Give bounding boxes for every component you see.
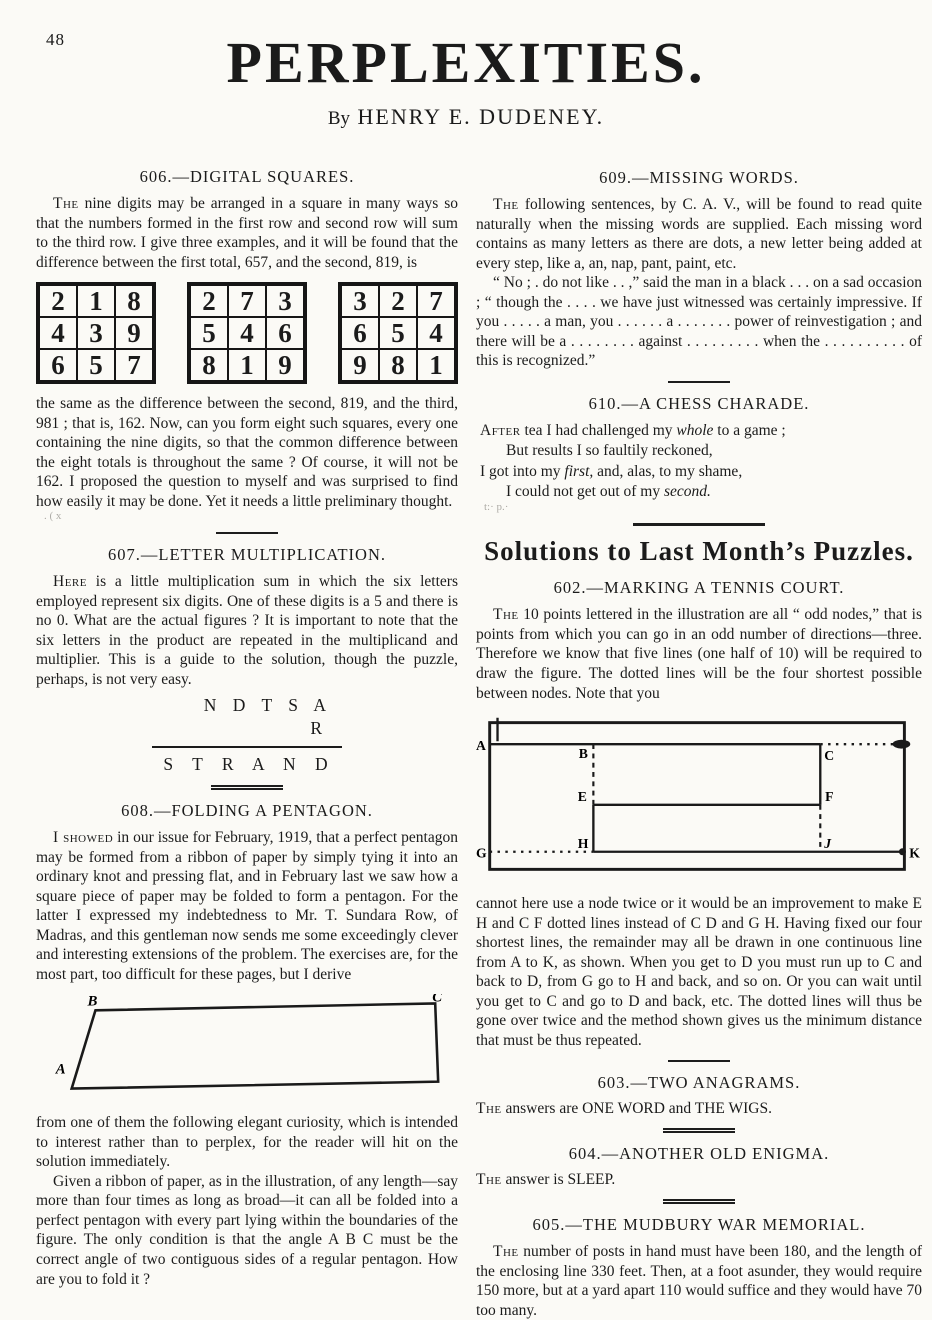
verse-line-4 <box>480 482 922 502</box>
court-label-a: A <box>476 738 486 754</box>
court-label-e: E <box>577 788 587 804</box>
square-cell: 7 <box>228 285 266 317</box>
solution-605-paragraph <box>476 1242 922 1320</box>
masthead <box>0 0 932 130</box>
square-cell: 4 <box>417 317 455 349</box>
puzzle-608-paragraph-1 <box>36 828 458 984</box>
puzzle-607-paragraph <box>36 572 458 689</box>
square-cell: 3 <box>341 285 379 317</box>
verse-text: I got into my <box>480 462 565 480</box>
court-label-j: J <box>824 835 832 851</box>
square-cell: 1 <box>77 285 115 317</box>
paragraph-lead: The <box>493 1243 519 1261</box>
verse-text: tea I had challenged my <box>520 421 677 439</box>
section-divider <box>668 1060 730 1062</box>
digital-square-3 <box>338 282 458 384</box>
verse-line-2: But results I so faultily reckoned, <box>506 442 713 460</box>
square-cell: 1 <box>228 349 266 381</box>
ink-smudge: . ( x <box>44 510 62 523</box>
multiplier: R <box>310 718 324 739</box>
puzzle-610-heading: 610.—A CHESS CHARADE. <box>588 393 810 413</box>
square-cell: 8 <box>379 349 417 381</box>
product: S T R A N D <box>163 754 331 775</box>
paragraph-text: following sentences, by C. A. V., will be found to read quite naturally when the missing words are supplied. Each missing word contains as many letters as there are dots, a new letter being added at every step, like a, an, nap, pant, paint, etc. <box>476 196 922 272</box>
square-cell: 8 <box>190 349 228 381</box>
solution-605-heading: 605.—THE MUDBURY WAR MEMORIAL. <box>532 1215 866 1235</box>
section-divider <box>633 523 765 526</box>
multiplicand: N D T S A <box>203 695 328 716</box>
square-cell: 7 <box>115 349 153 381</box>
puzzle-606-paragraph-2: the same as the difference between the second, 819, and the third, 981 ; that is, 162. Now, can you form eight such squares, every one containing the nine digits, so that the common difference between the eight totals is throughout the same ? Of course, it will not be 162. I proposed the question to myself and was surprised to find how easily it may be done. Yet it needs a little preliminary thought. <box>36 395 458 510</box>
square-cell: 8 <box>115 285 153 317</box>
paragraph-lead: Here <box>53 573 87 591</box>
byline-by: By <box>327 108 350 129</box>
square-cell: 5 <box>190 317 228 349</box>
solution-603-answer <box>476 1100 922 1118</box>
section-divider <box>663 1128 735 1133</box>
chess-charade-verse <box>480 421 922 503</box>
section-divider <box>211 785 283 790</box>
solution-602-paragraph-2: cannot here use a node twice or it would be an improvement to make E H and C F dotted lines instead of C D and G H. Having fixed our four shortest lines, the remainder may all be drawn in one continuous line from A to K, as shown. When you get to D you must run up to C and back to D, from G go to H and back, and so on. Or you can wait until you get to C and go to D and back, etc. The dotted lines will thus be gone over twice and the method shown gives us the minimum distance that must be thus repeated. <box>476 895 922 1049</box>
square-cell: 2 <box>39 285 77 317</box>
court-label-f: F <box>825 788 834 804</box>
square-cell: 6 <box>39 349 77 381</box>
square-cell: 6 <box>341 317 379 349</box>
solution-602-heading: 602.—MARKING A TENNIS COURT. <box>553 578 845 598</box>
puzzle-606-heading: 606.—DIGITAL SQUARES. <box>139 167 355 186</box>
square-cell: 4 <box>39 317 77 349</box>
digital-square-2 <box>187 282 307 384</box>
ribbon-label-a: A <box>55 1062 66 1079</box>
verse-line-3 <box>480 462 922 482</box>
digital-squares-figure <box>36 282 458 384</box>
solutions-title: Solutions to Last Month’s Puzzles. <box>484 536 914 567</box>
square-cell: 5 <box>379 317 417 349</box>
section-divider <box>663 1199 735 1204</box>
paragraph-lead: I showed <box>53 829 114 847</box>
verse-lead: After <box>480 421 521 439</box>
verse-text: and, alas, to my shame, <box>593 462 743 480</box>
ink-smudge: t:· p.· <box>484 501 509 514</box>
ribbon-label-b: B <box>87 994 98 1010</box>
two-column-layout <box>36 156 922 1320</box>
verse-italic: first, <box>564 462 594 480</box>
paragraph-lead: The <box>493 606 519 624</box>
paragraph-text: nine digits may be arranged in a square in many ways so that the numbers formed in the first row and second row will sum to the third row. I give three examples, and it will be found that the difference between the first total, 657, and the second, 819, is <box>36 195 458 271</box>
square-cell: 2 <box>190 285 228 317</box>
court-label-k: K <box>909 845 920 861</box>
page-number: 48 <box>46 30 65 49</box>
solution-603-heading: 603.—TWO ANAGRAMS. <box>597 1073 801 1093</box>
tennis-court-diagram <box>476 713 922 879</box>
puzzle-608-paragraph-3: Given a ribbon of paper, as in the illustration, of any length—say more than four times as long as broad—it can all be folded into a perfect pentagon with every part lying within the boundaries of the figure. The only condition is that the angle A B C must be the correct angle of two contiguous sides of a regular pentagon. How are you to fold it ? <box>36 1172 458 1288</box>
ribbon-figure <box>36 994 458 1103</box>
verse-italic: second. <box>664 483 711 500</box>
square-cell: 4 <box>228 317 266 349</box>
puzzle-608-heading: 608.—FOLDING A PENTAGON. <box>121 801 373 821</box>
puzzle-607-heading: 607.—LETTER MULTIPLICATION. <box>108 545 386 565</box>
square-cell: 2 <box>379 285 417 317</box>
square-cell: 9 <box>115 317 153 349</box>
court-label-h: H <box>577 835 589 851</box>
court-label-g: G <box>476 845 487 861</box>
solution-604-answer <box>476 1171 922 1189</box>
square-cell: 1 <box>417 349 455 381</box>
verse-text: I could not get out of my <box>506 483 664 500</box>
tennis-court-figure <box>476 713 922 884</box>
square-cell: 9 <box>341 349 379 381</box>
letter-multiplication-figure <box>152 695 342 775</box>
puzzle-609-heading: 609.—MISSING WORDS. <box>599 168 799 187</box>
solution-602-paragraph-1 <box>476 605 922 703</box>
verse-italic: whole <box>676 421 714 439</box>
page-title: PERPLEXITIES. <box>226 30 706 95</box>
left-column <box>36 156 458 1320</box>
ribbon-label-c: C <box>432 994 443 1006</box>
square-cell: 5 <box>77 349 115 381</box>
answer-text: answers are ONE WORD and THE WIGS. <box>501 1100 772 1118</box>
verse-line-1 <box>480 421 922 441</box>
paragraph-lead: The <box>493 196 519 213</box>
verse-text: to a game ; <box>713 421 786 439</box>
court-label-b: B <box>578 745 588 761</box>
square-cell: 6 <box>266 317 304 349</box>
puzzle-606-paragraph-1 <box>36 194 458 272</box>
answer-lead: The <box>476 1171 502 1189</box>
puzzle-608-paragraph-2: from one of them the following elegant curiosity, which is intended to interest rather than to perplex, for the reader will hit on the solution immediately. <box>36 1114 458 1171</box>
square-cell: 7 <box>417 285 455 317</box>
square-cell: 3 <box>266 285 304 317</box>
square-cell: 3 <box>77 317 115 349</box>
paragraph-lead: The <box>53 195 79 212</box>
answer-text: answer is SLEEP. <box>501 1171 616 1189</box>
right-column <box>476 156 922 1320</box>
ink-blot <box>893 740 911 749</box>
paragraph-text: number of posts in hand must have been 180, and the length of the enclosing line 330 feet. Then, at a foot asunder, they would require 150 more, but at a yard apart 110 would suffice and they would have 70 too many. <box>476 1243 922 1319</box>
solution-604-heading: 604.—ANOTHER OLD ENIGMA. <box>568 1144 830 1164</box>
puzzle-609-paragraph <box>476 195 922 273</box>
paragraph-text: 10 points lettered in the illustration are all “ odd nodes,” that is points from which you can go in an odd number of directions—three. Therefore we know that five lines (one half of 10) will be required to draw the figure. The dotted lines will be the four shortest possible between nodes. Note that you <box>476 606 922 702</box>
digital-square-1 <box>36 282 156 384</box>
byline-author: HENRY E. DUDENEY. <box>357 104 605 129</box>
paragraph-text: is a little multiplication sum in which the six letters employed represent six digits. One of these digits is a 5 and there is no 0. What are the actual figures ? It is important to note that the six letters in the product are repeated in the multiplicand and multiplier. This is a guide to the solution, though the puzzle, perhaps, is not very easy. <box>36 573 458 688</box>
section-divider <box>216 532 278 534</box>
puzzle-609-quote: “ No ; . do not like . . ,” said the man in a black . . . on a sad occasion ; “ though the . . . . we have just witnessed was certainly impressive. If you . . . . . a man, you . . . . . . a . . . . . . . power of reinvestigation ; and there will be a . . . . . . . . against . . . . . . . . . when the . . . . . . . . . . of this is recognized.” <box>476 274 922 370</box>
section-divider <box>668 381 730 383</box>
answer-lead: The <box>476 1100 502 1118</box>
multiplication-rule <box>152 746 342 748</box>
court-label-c: C <box>824 747 835 763</box>
paragraph-text: in our issue for February, 1919, that a perfect pentagon may be formed from a ribbon of paper by simply tying it into an ordinary knot and pressing flat, and in February last we saw how a square piece of paper may be folded to form a pentagon. For the latter I expressed my indebtedness to Mr. T. Sundara Row, of Madras, and this gentleman now sends me some exceedingly clever and interesting extensions of the problem. The exercises are, for the most part, too difficult for these pages, but I derive <box>36 829 458 983</box>
square-cell: 9 <box>266 349 304 381</box>
byline <box>0 104 932 130</box>
ribbon-diagram <box>36 994 456 1098</box>
